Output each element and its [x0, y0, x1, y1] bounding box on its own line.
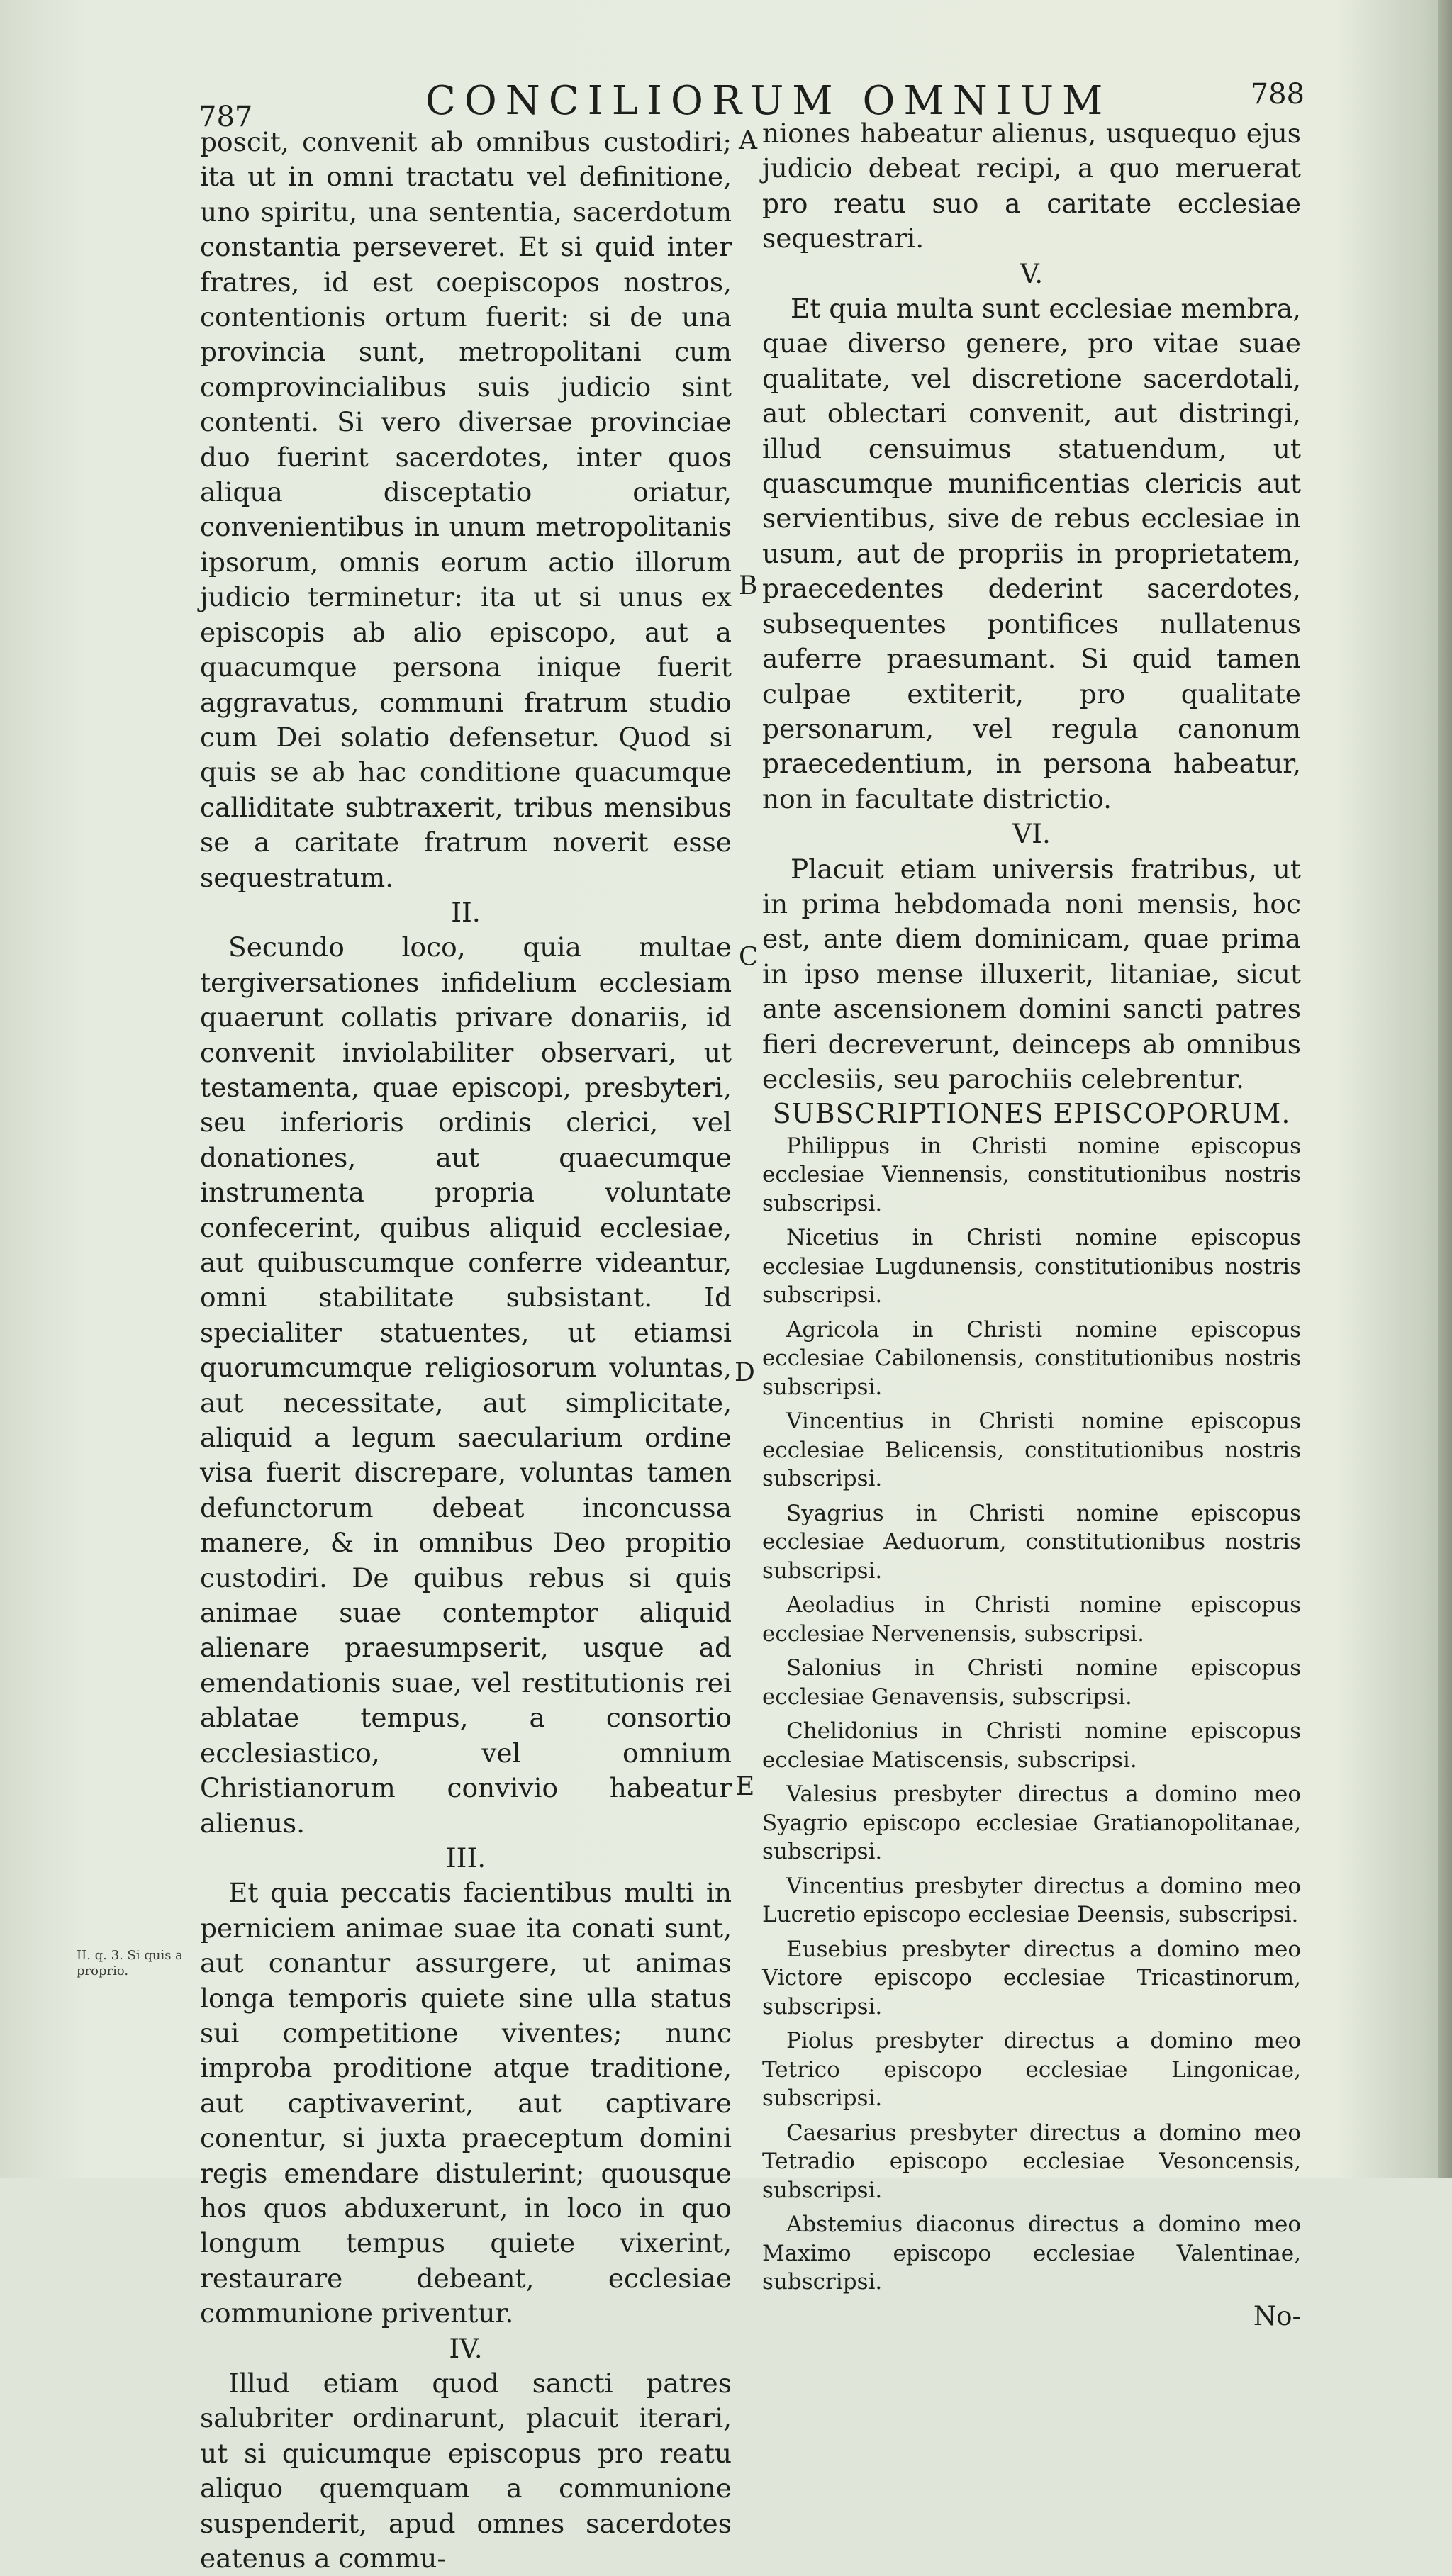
subscription-entry: Vincentius in Christi nomine episcopus ecclesiae Belicensis, constitutionibus nostris subscripsi. [762, 1409, 1301, 1492]
subscriptions-title: SUBSCRIPTIONES EPISCOPORUM. [772, 1098, 1291, 1130]
section-heading: VI. [1012, 818, 1051, 850]
section-heading: III. [445, 1842, 486, 1874]
paragraph: Secundo loco, quia multae tergiversationes infidelium ecclesiam quaerunt collatis privare donariis, id convenit inviolabiliter observari, ut testamenta, quae episcopi, presbyteri, seu inferioris ordinis clerici, vel donationes, aut quaecumque instrumenta propria voluntate confecerint, quibus aliquid ecclesiae, aut quibuscumque conferre videantur, omni stabilitate subsistant. Id specialiter statuentes, ut etiamsi quorumcumque religiosorum voluntas, aut necessitate, aut simplicitate, aliquid a legum saecularium ordine visa fuerit discrepare, voluntas tamen defunctorum debeat inconcussa manere, & in omnibus Deo propitio custodiri. De quibus rebus si quis animae suae contemptor aliquid alienare praesumpserit, usque ad emendationis suae, vel restitutionis rei ablatae tempus, a consortio ecclesiastico, vel omnium Christianorum convivio habeatur alienus. [200, 931, 732, 1839]
subscription-entry: Eusebius presbyter directus a domino meo Victore episcopo ecclesiae Tricastinorum, subscripsi. [762, 1936, 1301, 2020]
subscription-entry: Vincentius presbyter directus a domino meo Lucretio episcopo ecclesiae Deensis, subscripsi. [762, 1873, 1301, 1928]
section-marker-d: D [735, 1358, 755, 1387]
paragraph: Et quia multa sunt ecclesiae membra, quae diverso genere, pro vitae suae qualitate, vel discretione sacerdotali, aut oblectari convenit, aut distringi, illud censuimus statuendum, ut quascumque munificentias clericis aut servientibus, sive de rebus ecclesiae in usum, aut de propriis in proprietatem, praecedentes dederint sacerdotes, subsequentes pontifices nullatenus auferre praesumant. Si quid tamen culpae extiterit, pro qualitate personarum, vel regula canonum praecedentium, in persona habeatur, non in facultate districtio. [762, 293, 1301, 814]
subscription-entry: Philippus in Christi nomine episcopus ecclesiae Viennensis, constitutionibus nostris subscripsi. [762, 1133, 1301, 1216]
section-marker-c: C [739, 943, 759, 972]
catchword: No- [1253, 2300, 1301, 2331]
subscription-entry: Salonius in Christi nomine episcopus ecclesiae Genavensis, subscripsi. [762, 1655, 1301, 1710]
subscription-entry: Piolus presbyter directus a domino meo Tetrico episcopo ecclesiae Lingonicae, subscripsi. [762, 2028, 1301, 2112]
paragraph: poscit, convenit ab omnibus custodiri; ita ut in omni tractatu vel definitione, uno spiritu, una sententia, sacerdotum constantia perseveret. Et si quid inter fratres, id est coepiscopos nostros, contentionis ortum fuerit: si de una provincia sunt, metropolitani cum comprovincialibus suis judicio sint contenti. Si vero diversae provinciae duo fuerint sacerdotes, inter quos aliqua disceptatio oriatur, convenientibus in unum metropolitanis ipsorum, omnis eorum actio illorum judicio terminetur: ita ut si unus ex episcopis ab alio episcopo, aut a quacumque persona inique fuerit aggravatus, communi fratrum studio cum Dei solatio defensetur. Quod si quis se ab hac conditione quacumque calliditate subtraxerit, tribus mensibus se a caritate fratrum noverit esse sequestratum. [200, 126, 732, 893]
right-column [762, 116, 1301, 2336]
page-fold-shadow [1438, 0, 1452, 2178]
margin-note: II. q. 3. Si quis a proprio. [77, 1948, 183, 1978]
page-number-right: 788 [1250, 78, 1305, 111]
subscription-entry: Abstemius diaconus directus a domino meo Maximo episcopo ecclesiae Valentinae, subscripsi. [762, 2212, 1301, 2295]
section-heading: V. [1020, 257, 1044, 289]
section-marker-b: B [739, 571, 758, 600]
paragraph: niones habeatur alienus, usquequo ejus judicio debeat recipi, a quo meruerat pro reatu suo a caritate ecclesiae sequestrari. [762, 118, 1301, 254]
subscriptions-list [762, 1132, 1301, 2331]
section-heading: II. [451, 896, 481, 928]
subscription-entry: Nicetius in Christi nomine episcopus ecclesiae Lugdunensis, constitutionibus nostris subscripsi. [762, 1225, 1301, 1309]
subscription-entry: Caesarius presbyter directus a domino meo Tetradio episcopo ecclesiae Vesoncensis, subscripsi. [762, 2119, 1301, 2203]
left-column [200, 125, 732, 2576]
subscription-entry: Chelidonius in Christi nomine episcopus ecclesiae Matiscensis, subscripsi. [762, 1718, 1301, 1773]
paragraph: Et quia peccatis facientibus multi in perniciem animae suae ita conati sunt, aut conantur assurgere, ut animas longa temporis quiete sine ulla status sui competitione viventes; nunc improba proditione atque traditione, aut captivaverint, aut captivare conentur, si juxta praeceptum domini regis emendare distulerint; quousque hos quos abduxerunt, in loco in quo longum tempus quiete vixerint, restaurare debeant, ecclesiae communione priventur. [200, 1877, 732, 2329]
paragraph: Illud etiam quod sancti patres salubriter ordinarunt, placuit iterari, ut si quicumque episcopus pro reatu aliquo quemquam a communione suspenderit, apud omnes sacerdotes eatenus a commu- [200, 2368, 732, 2575]
page-number-left: 787 [199, 101, 253, 133]
section-heading: IV. [449, 2332, 483, 2364]
subscription-entry: Valesius presbyter directus a domino meo Syagrio episcopo ecclesiae Gratianopolitanae, subscripsi. [762, 1781, 1301, 1865]
section-marker-e: E [736, 1772, 755, 1801]
subscription-entry: Aeoladius in Christi nomine episcopus ecclesiae Nervenensis, subscripsi. [762, 1592, 1301, 1647]
running-title: CONCILIORUM OMNIUM [425, 78, 1112, 124]
page-header [191, 65, 1305, 133]
section-marker-a: A [739, 126, 757, 155]
subscription-entry: Agricola in Christi nomine episcopus ecclesiae Cabilonensis, constitutionibus nostris subscripsi. [762, 1316, 1301, 1400]
paragraph: Placuit etiam universis fratribus, ut in prima hebdomada noni mensis, hoc est, ante diem dominicam, quae prima in ipso mense illuxerit, litaniae, sicut ante ascensionem domini sancti patres fieri decreverunt, deinceps ab omnibus ecclesiis, seu parochiis celebrentur. [762, 853, 1301, 1094]
subscription-entry: Syagrius in Christi nomine episcopus ecclesiae Aeduorum, constitutionibus nostris subscripsi. [762, 1500, 1301, 1584]
